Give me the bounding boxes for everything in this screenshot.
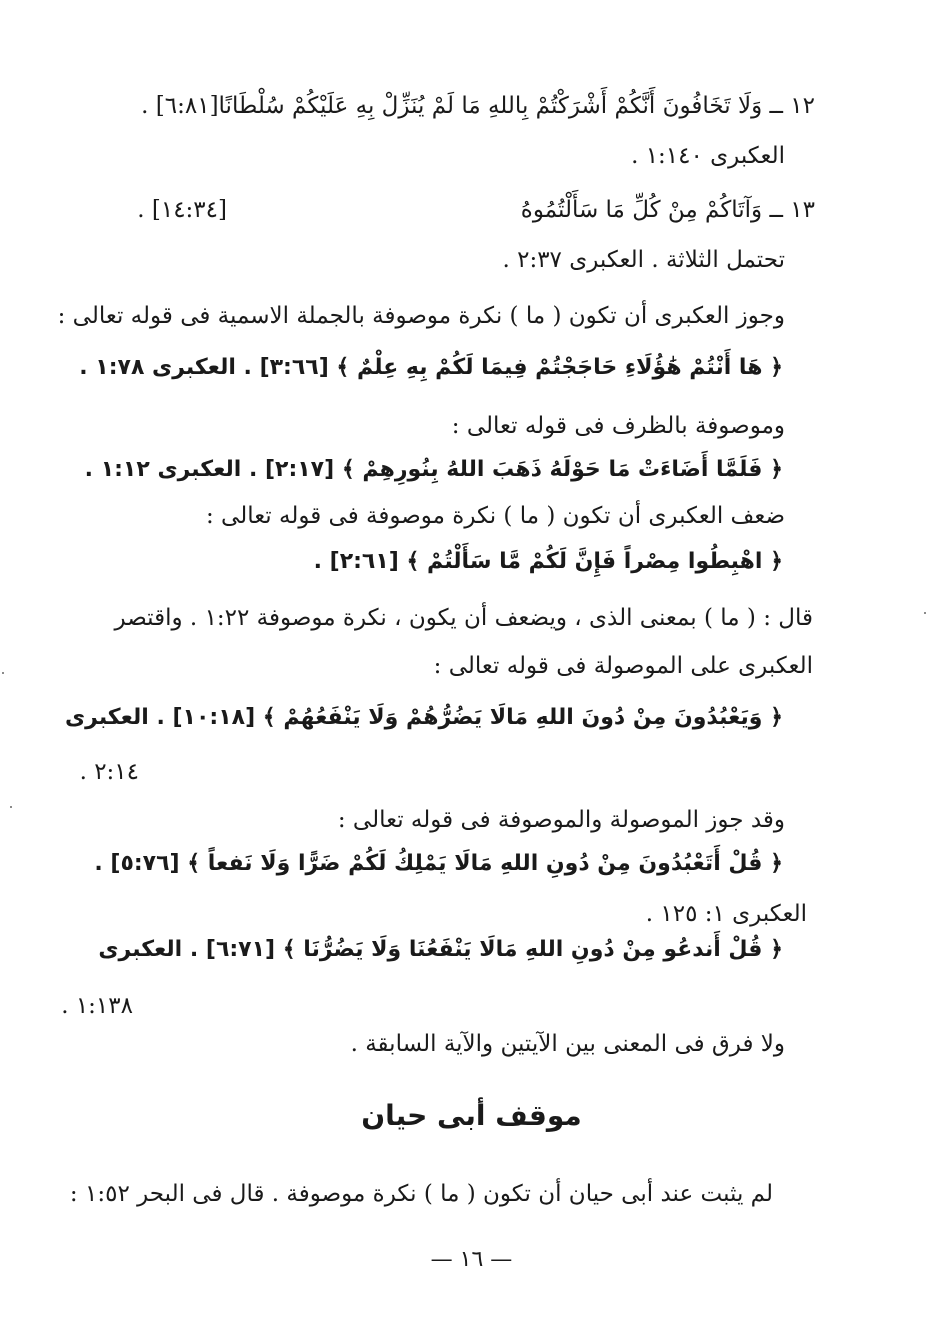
section-heading: موقف أبى حيان	[361, 1099, 582, 1132]
text-line: ولا فرق فى المعنى بين الآيتين والآية السابقة .	[350, 1031, 785, 1057]
quran-quote-line: ﴿ قُلْ أَندعُو مِنْ دُونِ اللهِ مَالَا يَنْفَعُنَا وَلَا يَضُرُّنَا ﴾ [٦:٧١] . العكبرى	[98, 937, 783, 962]
text-line: ضعف العكبرى أن تكون ( ما ) نكرة موصوفة فى قوله تعالى :	[205, 503, 785, 529]
margin-mark	[10, 806, 12, 808]
text-line: العكبرى على الموصولة فى قوله تعالى :	[433, 653, 813, 679]
text-line: تحتمل الثلاثة . العكبرى ٢:٣٧ .	[502, 247, 785, 273]
text-line: لم يثبت عند أبى حيان أن تكون ( ما ) نكرة موصوفة . قال فى البحر ١:٥٢ :	[69, 1181, 773, 1207]
text-line: ١٣ ــ وَآتَاكُمْ مِنْ كُلِّ مَا سَأَلْتُمُوهُ	[520, 197, 815, 223]
text-line: وجوز العكبرى أن تكون ( ما ) نكرة موصوفة بالجملة الاسمية فى قوله تعالى :	[57, 303, 785, 329]
margin-mark	[2, 672, 4, 674]
text-line: [١٤:٣٤] .	[137, 197, 227, 223]
quran-quote-line: ﴿ فَلَمَّا أَضَاءَتْ مَا حَوْلَهُ ذَهَبَ اللهُ بِنُورِهِمْ ﴾ [٢:١٧] . العكبرى ١:١٢ .	[84, 457, 783, 482]
text-line: وقد جوز الموصولة والموصوفة فى قوله تعالى :	[337, 807, 785, 833]
text-line: قال : ( ما ) بمعنى الذى ، ويضعف أن يكون ، نكرة موصوفة ١:٢٢ . واقتصر	[114, 605, 813, 631]
quran-quote-line: ﴿ اهْبِطُوا مِصْراً فَإِنَّ لَكُمْ مَّا سَأَلْتُمْ ﴾ [٢:٦١] .	[313, 549, 783, 574]
quran-quote-line: ﴿ هَا أَنْتُمْ هَٰؤُلَاءِ حَاجَجْتُمْ فِيمَا لَكُمْ بِهِ عِلْمٌ ﴾ [٣:٦٦] . العكبرى ١:٧٨ .	[79, 355, 783, 380]
text-line: ١٢ ــ وَلَا تَخَافُونَ أَنَّكُمْ أَشْرَكْتُمْ بِاللهِ مَا لَمْ يُنَزِّلْ بِهِ عَلَيْكُمْ سُلْطَانًا[٦:٨١] .	[141, 93, 815, 119]
quran-quote-line: ﴿ قُلْ أَتَعْبُدُونَ مِنْ دُونِ اللهِ مَالَا يَمْلِكُ لَكُمْ ضَرًّا وَلَا نَفعاً ﴾ [٥:٧٦] .	[94, 851, 783, 876]
text-line: ١:١٣٨ .	[61, 993, 133, 1019]
page-number: — ١٦ —	[430, 1247, 513, 1272]
text-line: العكبرى ١: ١٢٥ .	[645, 901, 807, 927]
quran-quote-line: ﴿ وَيَعْبُدُونَ مِنْ دُونَ اللهِ مَالَا يَضُرُّهُمْ وَلَا يَنْفَعُهُمْ ﴾ [١٠:١٨] . العكبرى	[64, 705, 783, 730]
text-line: العكبرى ١:١٤٠ .	[631, 143, 785, 169]
text-line: ٢:١٤ .	[79, 759, 139, 785]
text-line: وموصوفة بالظرف فى قوله تعالى :	[451, 413, 785, 439]
margin-mark	[924, 612, 926, 614]
